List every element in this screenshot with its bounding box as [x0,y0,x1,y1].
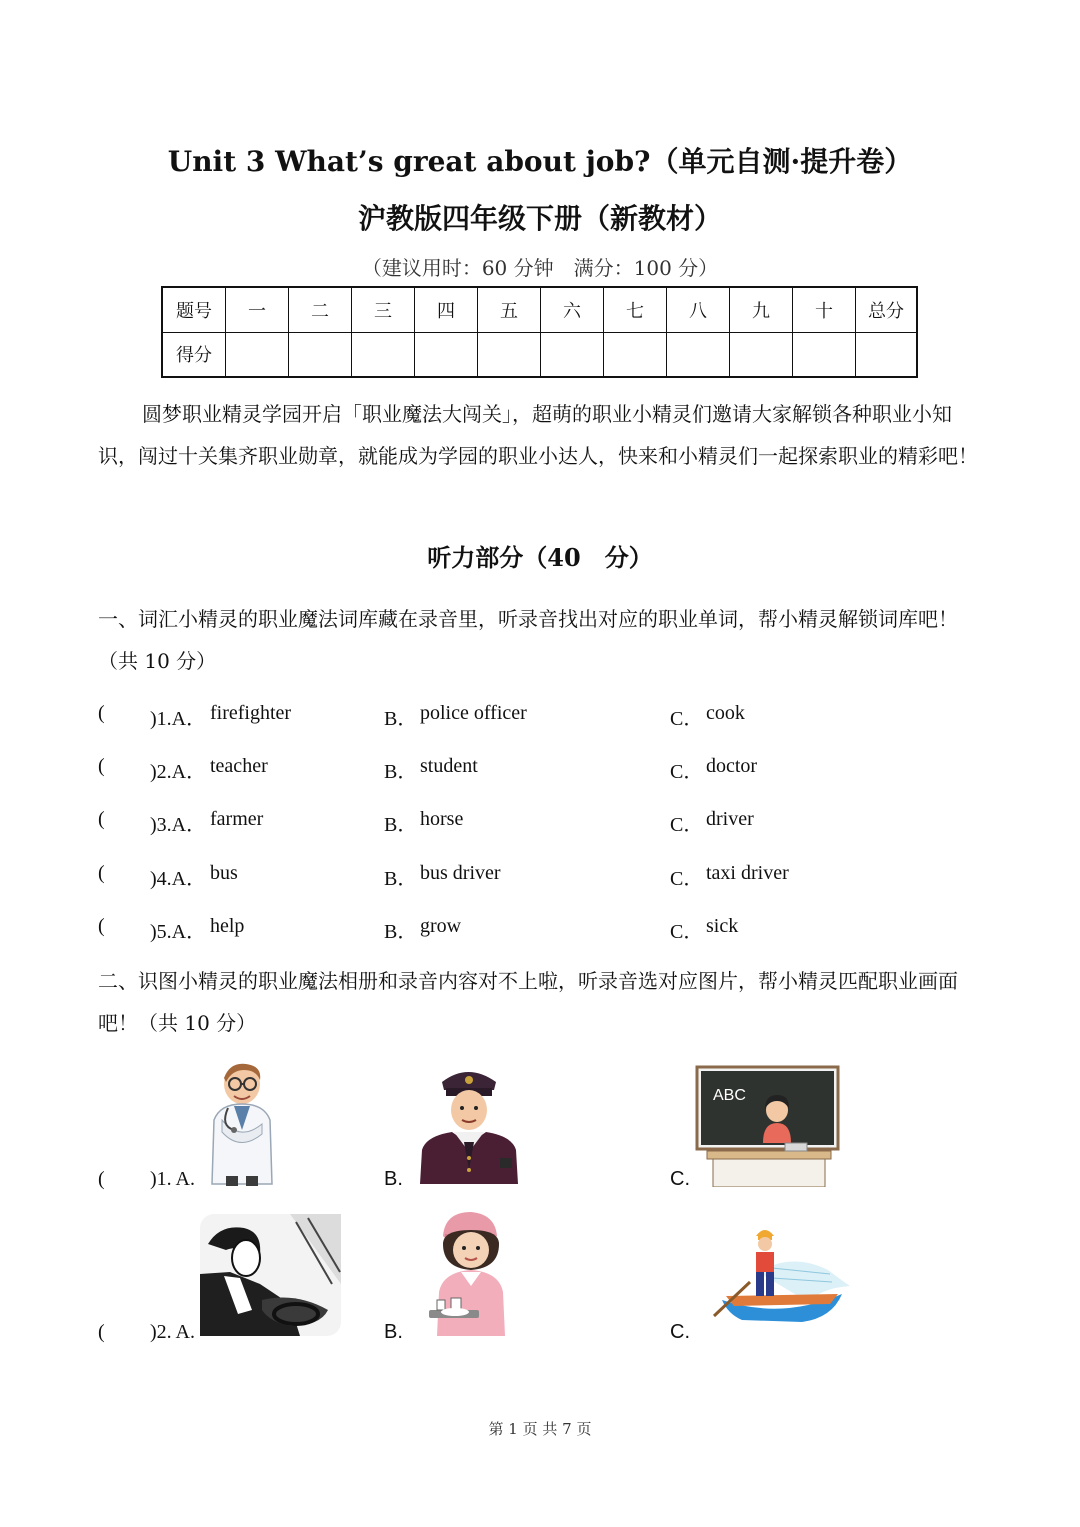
option-b-label: B. [384,1168,403,1190]
police-officer-picture[interactable] [412,1058,524,1184]
table-cell: 十 [793,287,856,332]
question-number: )3.A． [150,814,207,836]
question-row [98,808,978,848]
question-number: )2. A. [150,1321,195,1343]
option-c-label: C． [670,868,704,890]
teacher-picture[interactable] [695,1065,840,1187]
option-b: horse [420,808,464,830]
question-row [98,915,978,955]
score-input-cell[interactable] [415,332,478,377]
question-row [98,702,978,742]
option-b: grow [420,915,462,937]
option-b-label: B． [384,761,418,783]
document-title: Unit 3 What’s great about job?（单元自测·提升卷） [167,145,913,178]
score-input-cell[interactable] [856,332,918,377]
score-table [161,286,918,378]
score-input-cell[interactable] [604,332,667,377]
table-cell: 得分 [162,332,226,377]
table-cell: 三 [352,287,415,332]
option-c-label: C． [670,814,704,836]
section-title: 听力部分（40 分） [427,543,653,572]
option-a: bus [210,862,238,884]
question-number: )4.A． [150,868,207,890]
table-cell: 题号 [162,287,226,332]
option-c: cook [706,702,745,724]
answer-blank[interactable]: ( [98,862,105,884]
score-input-cell[interactable] [793,332,856,377]
table-cell: 六 [541,287,604,332]
time-note: （建议用时：60 分钟 满分：100 分） [361,256,719,280]
table-cell: 九 [730,287,793,332]
score-input-cell[interactable] [478,332,541,377]
option-b: police officer [420,702,527,724]
intro-paragraph: 圆梦职业精灵学园开启「职业魔法大闯关」，超萌的职业小精灵们邀请大家解锁各种职业小知识，闯过十关集齐职业勋章，就能成为学园的职业小达人，快来和小精灵们一起探索职业的精彩吧！ [98,402,978,468]
table-cell: 二 [289,287,352,332]
score-input-cell[interactable] [226,332,289,377]
option-b-label: B. [384,1321,403,1343]
option-b-label: B． [384,708,418,730]
option-c-label: C. [670,1168,690,1190]
answer-blank[interactable]: ( [98,915,105,937]
option-b-label: B． [384,868,418,890]
answer-blank[interactable]: ( [98,702,105,724]
part2-heading: 二、识图小精灵的职业魔法相册和录音内容对不上啦，听录音选对应图片，帮小精灵匹配职业画面吧！（共 10 分） [98,969,958,1035]
nurse-picture[interactable] [415,1206,523,1336]
option-b-label: B． [384,921,418,943]
option-c: sick [706,915,739,937]
option-c: driver [706,808,754,830]
option-a: farmer [210,808,264,830]
page-footer: 第 1 页 共 7 页 [488,1420,592,1438]
score-input-cell[interactable] [541,332,604,377]
question-number: )2.A． [150,761,207,783]
option-c-label: C. [670,1321,690,1343]
table-cell: 七 [604,287,667,332]
option-c-label: C． [670,921,704,943]
score-input-cell[interactable] [352,332,415,377]
question-row [98,755,978,795]
option-a: teacher [210,755,268,777]
answer-blank[interactable]: ( [98,1321,105,1343]
doctor-picture[interactable] [200,1060,280,1188]
question-row [98,862,978,902]
table-cell: 总分 [856,287,918,332]
table-cell: 八 [667,287,730,332]
score-table-score-row [162,332,917,377]
score-table-header-row [162,287,917,332]
option-c-label: C． [670,761,704,783]
part1-heading: 一、词汇小精灵的职业魔法词库藏在录音里，听录音找出对应的职业单词，帮小精灵解锁词库吧！（共 10 分） [98,607,958,673]
table-cell: 五 [478,287,541,332]
question-number: )5.A． [150,921,207,943]
driver-picture[interactable] [200,1214,341,1336]
table-cell: 一 [226,287,289,332]
score-input-cell[interactable] [667,332,730,377]
blackboard-text: ABC [713,1087,746,1104]
option-b: student [420,755,478,777]
score-input-cell[interactable] [730,332,793,377]
table-cell: 四 [415,287,478,332]
option-c-label: C． [670,708,704,730]
fisherman-picture[interactable] [712,1222,852,1326]
question-number: )1.A． [150,708,207,730]
option-b: bus driver [420,862,501,884]
answer-blank[interactable]: ( [98,1168,105,1190]
question-number: )1. A. [150,1168,195,1190]
score-input-cell[interactable] [289,332,352,377]
option-b-label: B． [384,814,418,836]
option-a: help [210,915,245,937]
document-subtitle: 沪教版四年级下册（新教材） [357,202,722,235]
option-a: firefighter [210,702,292,724]
option-c: doctor [706,755,758,777]
answer-blank[interactable]: ( [98,755,105,777]
answer-blank[interactable]: ( [98,808,105,830]
option-c: taxi driver [706,862,789,884]
